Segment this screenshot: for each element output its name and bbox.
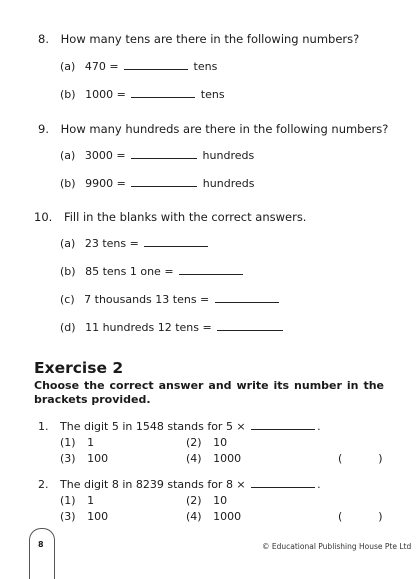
mcq-1-option-1[interactable]	[60, 436, 94, 449]
answer-blank[interactable]	[124, 60, 188, 70]
part-label: (b)	[60, 177, 76, 190]
option-number: (2)	[186, 494, 202, 507]
mcq-2-option-1[interactable]	[60, 494, 94, 507]
option-value: 1	[87, 494, 95, 507]
exercise-title: Exercise 2	[34, 359, 124, 377]
mcq-1-option-3[interactable]	[60, 452, 108, 465]
option-value: 1000	[213, 510, 242, 523]
part-label: (b)	[60, 265, 76, 278]
question-text: Fill in the blanks with the correct answers.	[63, 210, 307, 224]
part-expression: 9900 =	[85, 177, 126, 190]
part-unit: hundreds	[202, 149, 255, 162]
mcq-2-stem	[38, 478, 321, 491]
question-number: 8.	[38, 32, 49, 46]
part-label: (a)	[60, 149, 76, 162]
part-label: (a)	[60, 237, 76, 250]
answer-blank[interactable]	[217, 321, 283, 331]
part-label: (d)	[60, 321, 76, 334]
question-text: How many hundreds are there in the following numbers?	[60, 122, 389, 136]
exercise-instruction: Choose the correct answer and write its number in the brackets provided.	[34, 379, 384, 406]
page-tab	[29, 528, 55, 579]
part-expression: 7 thousands 13 tens =	[84, 293, 210, 306]
option-value: 10	[213, 494, 228, 507]
option-number: (4)	[186, 452, 202, 465]
question-number: 1.	[38, 420, 49, 433]
option-number: (1)	[60, 494, 76, 507]
q9-part-b	[60, 177, 254, 190]
q8-part-a	[60, 60, 217, 73]
option-number: (1)	[60, 436, 76, 449]
bracket-open: (	[338, 452, 343, 465]
question-text: How many tens are there in the following numbers?	[60, 32, 360, 46]
answer-blank[interactable]	[131, 88, 195, 98]
option-value: 1	[87, 436, 95, 449]
question-stem: The digit 8 in 8239 stands for 8 ×	[60, 478, 246, 491]
part-expression: 470 =	[84, 60, 119, 73]
question-9	[38, 122, 388, 136]
answer-blank[interactable]	[131, 149, 197, 159]
mcq-1-answer-bracket[interactable]	[338, 452, 383, 465]
mcq-1-stem	[38, 420, 321, 433]
option-number: (3)	[60, 452, 76, 465]
stem-end: .	[317, 478, 321, 491]
answer-blank[interactable]	[251, 420, 315, 430]
mcq-2-option-2[interactable]	[186, 494, 227, 507]
option-value: 100	[87, 452, 109, 465]
q9-part-a	[60, 149, 254, 162]
answer-blank[interactable]	[215, 293, 279, 303]
mcq-1-option-2[interactable]	[186, 436, 227, 449]
question-number: 9.	[38, 122, 49, 136]
part-expression: 3000 =	[84, 149, 126, 162]
answer-blank[interactable]	[251, 478, 315, 488]
option-number: (3)	[60, 510, 76, 523]
answer-blank[interactable]	[179, 265, 243, 275]
answer-blank[interactable]	[131, 177, 197, 187]
stem-end: .	[317, 420, 321, 433]
q10-part-c	[60, 293, 281, 306]
bracket-open: (	[338, 510, 343, 523]
part-unit: hundreds	[202, 177, 255, 190]
part-label: (b)	[60, 88, 76, 101]
copyright-notice: © Educational Publishing House Pte Ltd	[262, 542, 412, 551]
q8-part-b	[60, 88, 225, 101]
q10-part-d	[60, 321, 285, 334]
question-8	[38, 32, 359, 46]
question-stem: The digit 5 in 1548 stands for 5 ×	[60, 420, 246, 433]
part-unit: tens	[193, 60, 218, 73]
question-number: 10.	[34, 210, 53, 224]
part-unit: tens	[200, 88, 225, 101]
mcq-2-answer-bracket[interactable]	[338, 510, 383, 523]
part-expression: 11 hundreds 12 tens =	[85, 321, 212, 334]
question-number: 2.	[38, 478, 49, 491]
option-value: 1000	[213, 452, 242, 465]
option-number: (4)	[186, 510, 202, 523]
mcq-2-option-4[interactable]	[186, 510, 241, 523]
mcq-1-option-4[interactable]	[186, 452, 241, 465]
bracket-close: )	[378, 452, 383, 465]
part-label: (a)	[60, 60, 76, 73]
option-value: 10	[213, 436, 228, 449]
question-10	[34, 210, 306, 224]
q10-part-a	[60, 237, 210, 250]
mcq-2-option-3[interactable]	[60, 510, 108, 523]
part-expression: 85 tens 1 one =	[85, 265, 174, 278]
bracket-close: )	[378, 510, 383, 523]
page-number: 8	[38, 540, 44, 549]
part-expression: 23 tens =	[84, 237, 139, 250]
part-expression: 1000 =	[85, 88, 126, 101]
option-number: (2)	[186, 436, 202, 449]
q10-part-b	[60, 265, 245, 278]
part-label: (c)	[60, 293, 75, 306]
option-value: 100	[87, 510, 109, 523]
answer-blank[interactable]	[144, 237, 208, 247]
